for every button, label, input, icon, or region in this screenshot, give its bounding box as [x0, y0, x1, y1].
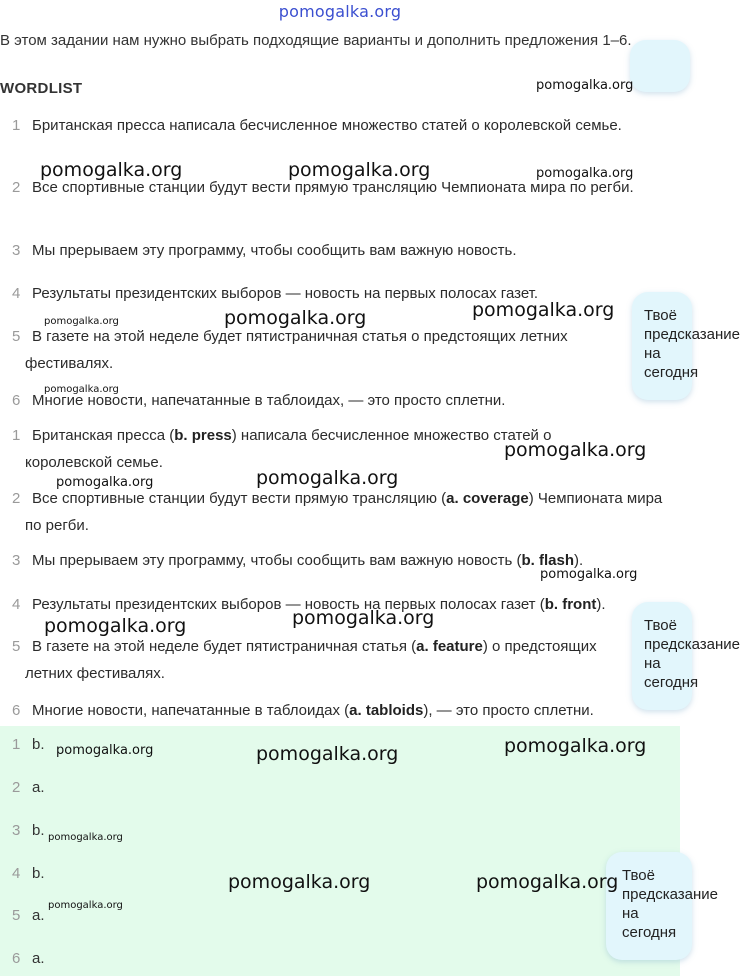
prediction-bubble[interactable] [606, 852, 719, 960]
answer-word: a. tabloids [349, 702, 424, 719]
prediction-bubble-text: Твоё предсказание на сегодня [644, 617, 740, 691]
watermark: pomogalka.org [228, 871, 371, 893]
sentence-number: 3 [12, 242, 21, 259]
prediction-bubble[interactable] [632, 602, 740, 710]
task-intro: В этом задании нам нужно выбрать подходящие варианты и дополнить предложения 1–6. [0, 32, 632, 49]
filled-number: 3 [12, 552, 21, 569]
answer-letter: b. [32, 865, 45, 882]
sentence-number: 1 [12, 117, 21, 134]
answer-word: a. coverage [446, 490, 529, 507]
watermark: pomogalka.org [472, 299, 615, 321]
watermark: pomogalka.org [224, 307, 367, 329]
sentence-number: 2 [12, 179, 21, 196]
watermark: pomogalka.org [288, 159, 431, 181]
watermark: pomogalka.org [504, 735, 647, 757]
filled-number: 6 [12, 702, 21, 719]
watermark: pomogalka.org [44, 615, 187, 637]
sentence-number: 6 [12, 392, 21, 409]
answer-word: b. front [544, 596, 597, 613]
filled-row [0, 633, 640, 687]
sentence-text: Многие новости, напечатанные в таблоидах, — это просто сплетни. [32, 392, 506, 409]
answer-word: a. feature [416, 638, 483, 655]
filled-text: Мы прерываем эту программу, чтобы сообщить вам важную новость (b. flash). [32, 552, 584, 569]
answer-number: 3 [12, 822, 21, 839]
filled-number: 1 [12, 427, 21, 444]
filled-text: Результаты президентских выборов — новость на первых полосах газет (b. front). [32, 596, 606, 613]
filled-text: В газете на этой неделе будет пятистраничная статья (a. feature) о предстоящих летних фестивалях. [25, 638, 597, 682]
filled-number: 5 [12, 638, 21, 655]
sentence-text: В газете на этой неделе будет пятистраничная статья о предстоящих летних фестивалях. [25, 328, 568, 372]
sentence-number: 4 [12, 285, 21, 302]
sentence-text: Результаты президентских выборов — новость на первых полосах газет. [32, 285, 539, 302]
sentence-row [0, 237, 676, 264]
filled-row [0, 697, 676, 724]
watermark: pomogalka.org [540, 567, 638, 582]
filled-row [0, 485, 676, 539]
answer-letter: b. [32, 736, 45, 753]
answer-letter: a. [32, 907, 45, 924]
answer-letter: a. [32, 950, 45, 967]
prediction-bubble-text: Твоё предсказание на сегодня [622, 867, 719, 941]
prediction-bubble[interactable] [630, 40, 690, 92]
watermark: pomogalka.org [44, 316, 119, 327]
prediction-bubble[interactable] [632, 292, 740, 400]
filled-number: 2 [12, 490, 21, 507]
watermark: pomogalka.org [536, 78, 634, 93]
filled-number: 4 [12, 596, 21, 613]
watermark: pomogalka.org [48, 832, 123, 843]
watermark: pomogalka.org [56, 475, 154, 490]
watermark: pomogalka.org [48, 900, 123, 911]
sentence-number: 5 [12, 328, 21, 345]
prediction-bubble-text: Твоё предсказание на сегодня [644, 307, 740, 381]
watermark: pomogalka.org [256, 743, 399, 765]
sentence-row [0, 323, 630, 377]
sentence-text: Все спортивные станции будут вести прямую трансляцию Чемпионата мира по регби. [32, 179, 634, 196]
watermark: pomogalka.org [504, 439, 647, 461]
answer-number: 4 [12, 865, 21, 882]
answer-letter: b. [32, 822, 45, 839]
site-logo[interactable]: pomogalka.org [278, 2, 402, 21]
watermark: pomogalka.org [56, 743, 154, 758]
watermark: pomogalka.org [536, 166, 634, 181]
answer-letter: a. [32, 779, 45, 796]
filled-text: Все спортивные станции будут вести прямую трансляцию (a. coverage) Чемпионата мира по регби. [25, 490, 663, 534]
wordlist-heading: WORDLIST [0, 80, 83, 97]
sentence-text: Британская пресса написала бесчисленное множество статей о королевской семье. [32, 117, 622, 134]
watermark: pomogalka.org [44, 384, 119, 395]
watermark: pomogalka.org [256, 467, 399, 489]
answer-word: b. press [174, 427, 232, 444]
watermark: pomogalka.org [476, 871, 619, 893]
answer-number: 1 [12, 736, 21, 753]
sentence-row [0, 112, 676, 139]
watermark: pomogalka.org [292, 607, 435, 629]
sentence-text: Мы прерываем эту программу, чтобы сообщить вам важную новость. [32, 242, 517, 259]
answer-number: 6 [12, 950, 21, 967]
answer-word: b. flash [521, 552, 575, 569]
answer-number: 5 [12, 907, 21, 924]
filled-text: Британская пресса (b. press) написала бесчисленное множество статей о королевской семье. [25, 427, 552, 471]
answer-number: 2 [12, 779, 21, 796]
watermark: pomogalka.org [40, 159, 183, 181]
filled-text: Многие новости, напечатанные в таблоидах (a. tabloids), — это просто сплетни. [32, 702, 594, 719]
